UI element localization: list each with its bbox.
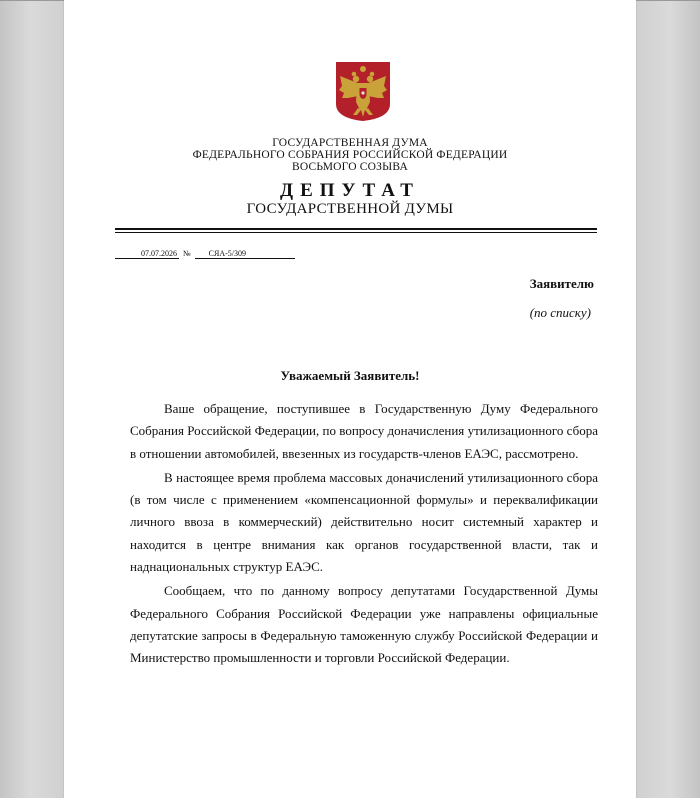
addressee-name: Заявителю: [529, 276, 594, 291]
coat-of-arms-icon: [334, 60, 392, 122]
registration-number: СЯА-5/309: [195, 249, 295, 259]
paragraph-1: Ваше обращение, поступившее в Государственную Думу Федерального Собрания Российской Федерации, по вопросу доначисления утилизационного сбора в отношении автомобилей, ввезенных из государств-членов ЕАЭС, рассмотрено.: [130, 401, 598, 461]
right-margin: [636, 0, 700, 798]
header-line-1: ГОСУДАРСТВЕННАЯ ДУМА: [272, 137, 428, 149]
registration-line: [115, 249, 295, 259]
paragraph-3: Сообщаем, что по данному вопросу депутатами Государственной Думы Федерального Собрания Российской Федерации уже направлены официальные депутатские запросы в Федеральную таможенную службу Российской Федерации и Министерство промышленности и торговли Российской Федерации.: [130, 583, 598, 666]
header-line-3: ВОСЬМОГО СОЗЫВА: [291, 161, 409, 173]
salutation: Уважаемый Заявитель!: [280, 368, 420, 383]
letter-body: [130, 398, 598, 670]
registration-date: 07.07.2026: [115, 249, 179, 259]
header-rule-thick: [115, 228, 597, 230]
header-line-2: ФЕДЕРАЛЬНОГО СОБРАНИЯ РОССИЙСКОЙ ФЕДЕРАЦИИ: [192, 149, 508, 161]
header-rule-thin: [115, 232, 597, 233]
paragraph-2: В настоящее время проблема массовых доначислений утилизационного сбора (в том числе с применением «компенсационной формулы» и переквалификации личного ввоза в коммерческий) действительно носит системный характер и находится в центре внимания как органов государственной власти, так и наднациональных структур ЕАЭС.: [130, 469, 598, 575]
header-subtitle: ГОСУДАРСТВЕННОЙ ДУМЫ: [246, 201, 454, 217]
letter-page: [64, 0, 636, 798]
registration-number-sign: №: [183, 249, 191, 258]
addressee-note: (по списку): [529, 305, 591, 320]
header-title: ДЕПУТАТ: [280, 180, 420, 201]
